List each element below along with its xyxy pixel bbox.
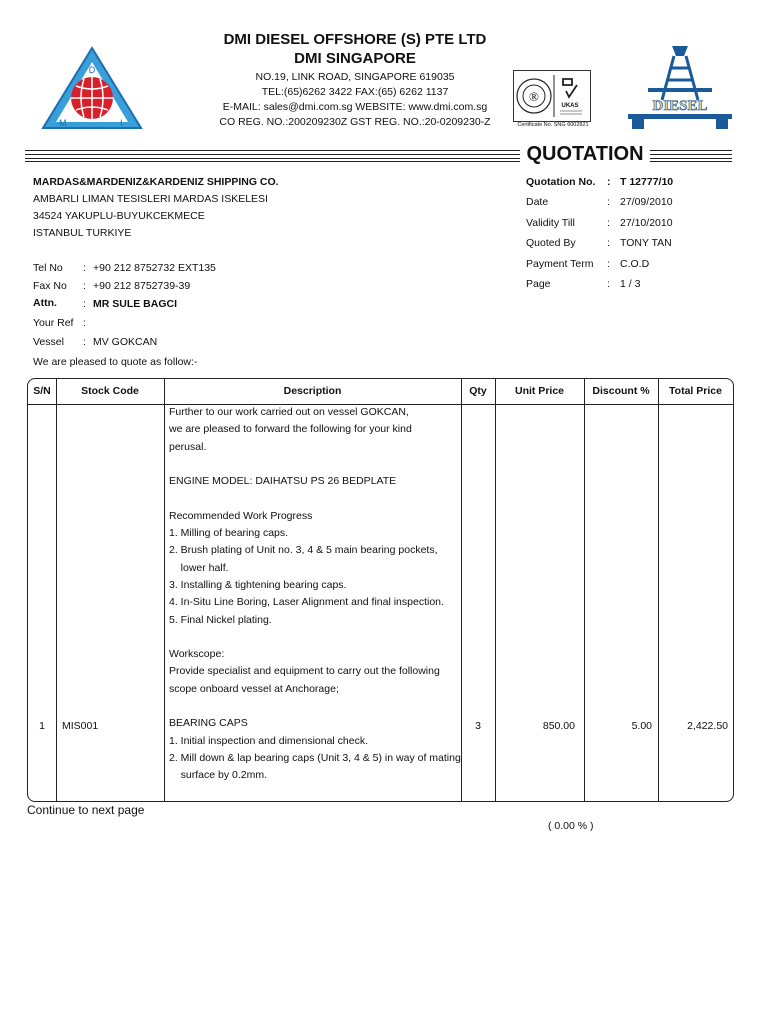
company-phone: TEL:(65)6262 3422 FAX:(65) 6262 1137 <box>261 86 449 98</box>
logo-letter-i: I <box>120 118 123 128</box>
certification-marks <box>513 70 591 128</box>
certificate-number: Certificate No. SNG 6002821 <box>517 122 589 128</box>
row-sn: 1 <box>39 720 45 732</box>
quotation-no-label: Quotation No. <box>526 176 596 188</box>
diesel-text: DIESEL <box>652 98 708 114</box>
ukas-check-icon <box>563 79 577 97</box>
description-line: Further to our work carried out on vessel GOKCAN, <box>169 406 409 418</box>
description-line <box>169 490 464 507</box>
ukas-label: UKAS <box>561 103 579 109</box>
company-subname: DMI SINGAPORE <box>294 50 416 67</box>
customer-address-2: 34524 YAKUPLU-BUYUKCEKMECE <box>33 210 205 222</box>
logo-letter-d: D <box>88 65 96 75</box>
fax-value: +90 212 8752739-39 <box>93 280 191 292</box>
description-line: Recommended Work Progress <box>169 509 313 522</box>
payment-term-value: C.O.D <box>620 258 650 270</box>
registered-icon: ® <box>529 89 539 104</box>
page-value: 1 / 3 <box>620 278 641 290</box>
description-line: 5. Final Nickel plating. <box>169 613 272 626</box>
customer-address-3: ISTANBUL TURKIYE <box>33 227 132 239</box>
header-total-price: Total Price <box>669 385 722 397</box>
description-line: 3. Installing & tightening bearing caps. <box>169 578 347 591</box>
company-address-block <box>200 70 510 130</box>
date-value: 27/09/2010 <box>620 196 673 208</box>
company-address: NO.19, LINK ROAD, SINGAPORE 619035 <box>255 71 455 83</box>
page-label: Page <box>526 278 551 290</box>
vessel-label: Vessel <box>33 336 64 348</box>
header-discount: Discount % <box>592 385 650 397</box>
quoted-by-label: Quoted By <box>526 237 576 249</box>
company-reg: CO REG. NO.:200209230Z GST REG. NO.:20-0209230-Z <box>219 116 491 128</box>
company-email-web: E-MAIL: sales@dmi.com.sg WEBSITE: www.dmi.com.sg <box>222 101 488 113</box>
description-line: 2. Brush plating of Unit no. 3, 4 & 5 main bearing pockets, <box>169 544 438 557</box>
attn-label: Attn. <box>33 297 57 309</box>
description-cell <box>169 404 464 785</box>
header-description: Description <box>283 385 342 397</box>
gst-percentage: ( 0.00 % ) <box>548 820 594 832</box>
attn-value: MR SULE BAGCI <box>93 298 177 310</box>
description-line <box>169 698 464 715</box>
dmi-logo <box>40 46 144 133</box>
description-line <box>169 629 464 646</box>
header-qty: Qty <box>469 385 487 397</box>
description-line: 4. In-Situ Line Boring, Laser Alignment and final inspection. <box>169 596 444 609</box>
description-line: 1. Milling of bearing caps. <box>169 527 289 540</box>
row-total-price: 2,422.50 <box>687 720 728 732</box>
description-line: Provide specialist and equipment to carry out the following <box>169 665 440 678</box>
description-line <box>169 456 464 473</box>
customer-name: MARDAS&MARDENIZ&KARDENIZ SHIPPING CO. <box>33 176 279 188</box>
header-sn: S/N <box>33 385 51 397</box>
quotation-table <box>27 378 734 802</box>
company-name: DMI DIESEL OFFSHORE (S) PTE LTD <box>223 31 487 48</box>
logo-letter-m: M <box>59 118 67 128</box>
continue-note: Continue to next page <box>27 803 145 817</box>
row-unit-price: 850.00 <box>542 720 575 732</box>
header-stock-code: Stock Code <box>81 385 139 397</box>
quotation-no-value: T 12777/10 <box>620 176 674 188</box>
document-title: QUOTATION <box>520 143 650 166</box>
row-discount: 5.00 <box>631 720 652 732</box>
title-rule-right <box>650 150 732 162</box>
diesel-rig-logo <box>626 44 734 133</box>
row-qty: 3 <box>475 720 481 732</box>
description-line: perusal. <box>169 440 207 453</box>
description-line: BEARING CAPS <box>169 717 248 730</box>
payment-term-label: Payment Term <box>526 258 594 270</box>
row-stock-code: MIS001 <box>62 720 99 732</box>
your-ref-label: Your Ref <box>33 317 74 329</box>
tel-label: Tel No <box>33 262 63 274</box>
intro-text: We are pleased to quote as follow:- <box>33 356 198 368</box>
title-rule-left <box>25 150 520 162</box>
validity-label: Validity Till <box>526 217 575 229</box>
description-line: surface by 0.2mm. <box>169 769 268 782</box>
quoted-by-value: TONY TAN <box>620 237 672 249</box>
description-line: we are pleased to forward the following for your kind <box>169 423 412 436</box>
customer-address-1: AMBARLI LIMAN TESISLERI MARDAS ISKELESI <box>33 193 268 205</box>
description-line: scope onboard vessel at Anchorage; <box>169 682 339 695</box>
tel-value: +90 212 8752732 EXT135 <box>93 262 216 274</box>
description-line: lower half. <box>169 561 229 574</box>
fax-label: Fax No <box>33 280 67 292</box>
validity-value: 27/10/2010 <box>620 217 673 229</box>
description-line: 2. Mill down & lap bearing caps (Unit 3, 4 & 5) in way of mating <box>169 751 461 764</box>
description-line: Workscope: <box>169 648 225 661</box>
description-line: ENGINE MODEL: DAIHATSU PS 26 BEDPLATE <box>169 475 397 488</box>
company-header <box>200 30 510 68</box>
description-line: 1. Initial inspection and dimensional check. <box>169 734 369 747</box>
vessel-value: MV GOKCAN <box>93 336 158 348</box>
header-unit-price: Unit Price <box>514 385 564 397</box>
date-label: Date <box>526 196 549 208</box>
